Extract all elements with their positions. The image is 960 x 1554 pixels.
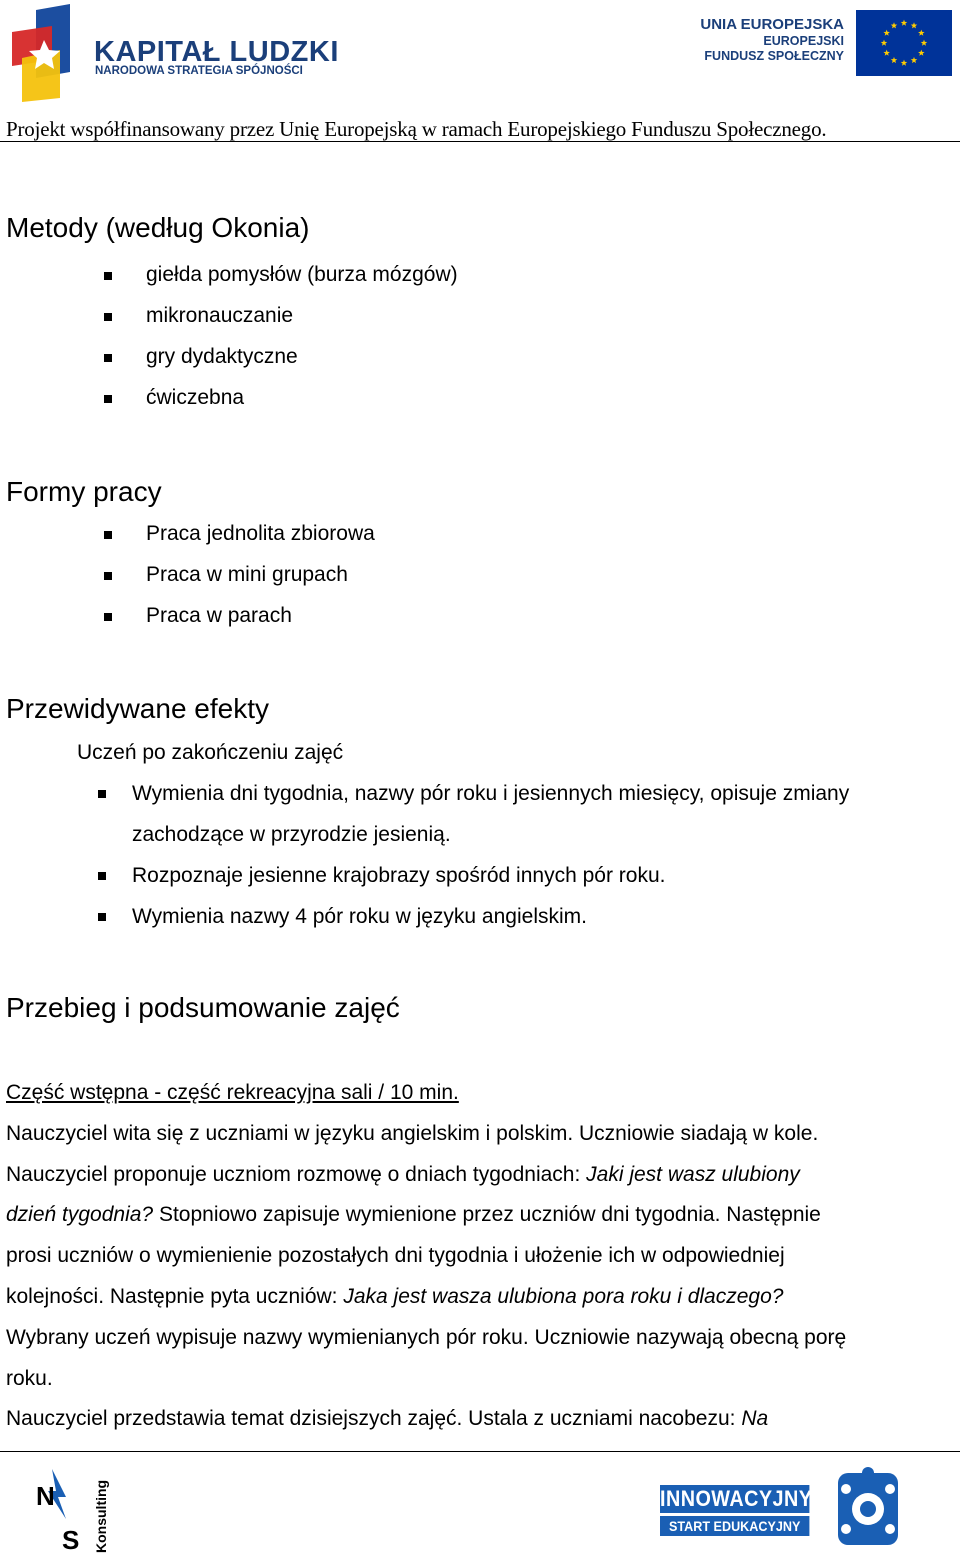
- list-item-text: mikronauczanie: [146, 304, 294, 327]
- start-edukacyjny-line: START EDUKACYJNY: [660, 1516, 809, 1536]
- course-line: [6, 1399, 952, 1440]
- kapital-ludzki-logo: [8, 2, 339, 102]
- list-item-text: gry dydaktyczne: [146, 345, 298, 368]
- effects-list: [0, 782, 850, 946]
- forms-heading: Formy pracy: [6, 476, 162, 507]
- ns-konsulting-logo: [30, 1467, 114, 1554]
- course-line: [6, 1155, 952, 1196]
- course-text: Nauczyciel proponuje uczniom rozmowę o dniach tygodniach:: [6, 1162, 587, 1186]
- course-line: roku.: [6, 1366, 53, 1390]
- course-line: prosi uczniów o wymienienie pozostałych dni tygodnia i ułożenie ich w odpowiedniej: [6, 1244, 785, 1268]
- ns-letter-n: N: [36, 1481, 55, 1511]
- bullet-icon: [104, 613, 112, 621]
- bullet-icon: [104, 272, 112, 280]
- bullet-icon: [104, 531, 112, 539]
- effects-intro: Uczeń po zakończeniu zajęć: [77, 741, 344, 764]
- list-item: [146, 604, 375, 645]
- bullet-icon: [98, 790, 106, 798]
- eu-flag-icon: [856, 10, 952, 76]
- methods-heading: Metody (według Okonia): [6, 212, 310, 243]
- list-item: [132, 864, 849, 905]
- list-item-text: ćwiczebna: [146, 386, 245, 409]
- ns-letter-s: S: [62, 1525, 80, 1554]
- course-text: Nauczyciel przedstawia temat dzisiejszych zajęć. Ustala z uczniami nacobezu:: [6, 1407, 742, 1431]
- course-heading: Przebieg i podsumowanie zajęć: [6, 992, 400, 1023]
- course-question: Jaki jest wasz ulubiony: [586, 1162, 800, 1186]
- course-body: [6, 1073, 952, 1440]
- innowacyjny-line: INNOWACYJNY: [660, 1486, 813, 1511]
- bullet-icon: [104, 395, 112, 403]
- list-item: [146, 386, 458, 427]
- forms-list: [0, 522, 375, 645]
- course-question: Na: [741, 1407, 769, 1431]
- innowacyjny-gear-icon: [832, 1467, 904, 1551]
- course-line: Wybrany uczeń wypisuje nazwy wymienianych pór roku. Uczniowie nazywają obecną porę: [6, 1325, 847, 1349]
- innowacyjny-logo-text: [660, 1485, 826, 1539]
- list-item-text: Wymienia nazwy 4 pór roku w języku angielskim.: [132, 905, 587, 928]
- list-item-text: giełda pomysłów (burza mózgów): [146, 263, 458, 286]
- bullet-icon: [104, 354, 112, 362]
- list-item-continuation: [132, 823, 849, 864]
- project-cofinancing-line: Projekt współfinansowany przez Unię Europejską w ramach Europejskiego Funduszu Społecznego.: [6, 117, 827, 141]
- list-item: [132, 905, 849, 946]
- kapital-ludzki-subtitle: NARODOWA STRATEGIA SPÓJNOŚCI: [95, 65, 303, 77]
- bullet-icon: [104, 572, 112, 580]
- list-item-text: Praca jednolita zbiorowa: [146, 522, 375, 545]
- ns-vertical-text: Konsulting: [93, 1479, 109, 1553]
- footer-divider: [0, 1451, 960, 1452]
- eu-logo-text: [700, 16, 844, 64]
- eu-line-1: UNIA EUROPEJSKA: [700, 16, 844, 33]
- list-item: [132, 782, 849, 823]
- course-line: [6, 1195, 952, 1236]
- list-item-text: Rozpoznaje jesienne krajobrazy spośród innych pór roku.: [132, 864, 666, 887]
- part-title: Część wstępna - część rekreacyjna sali / 10 min.: [6, 1081, 459, 1104]
- bullet-icon: [98, 872, 106, 880]
- course-question: Jaka jest wasza ulubiona pora roku i dlaczego?: [343, 1284, 784, 1308]
- bullet-icon: [104, 313, 112, 321]
- kapital-ludzki-title: KAPITAŁ LUDZKI: [94, 36, 339, 68]
- list-item: [146, 263, 458, 304]
- header-divider: [0, 141, 960, 142]
- course-line: [6, 1277, 952, 1318]
- list-item-text: Wymienia dni tygodnia, nazwy pór roku i jesiennych miesięcy, opisuje zmiany: [132, 782, 850, 805]
- page-header: [0, 0, 960, 145]
- list-item: [146, 522, 375, 563]
- course-line: Nauczyciel wita się z uczniami w języku angielskim i polskim. Uczniowie siadają w kole.: [6, 1121, 819, 1145]
- page-footer: [0, 1455, 960, 1554]
- course-text: kolejności. Następnie pyta uczniów:: [6, 1284, 344, 1308]
- list-item: [146, 345, 458, 386]
- eu-line-3: FUNDUSZ SPOŁECZNY: [704, 49, 844, 63]
- methods-list: [0, 263, 458, 427]
- list-item-text: Praca w parach: [146, 604, 292, 627]
- list-item-text: Praca w mini grupach: [146, 563, 348, 586]
- kapital-ludzki-mark-icon: [8, 2, 83, 102]
- effects-heading: Przewidywane efekty: [6, 693, 270, 724]
- eu-line-2: EUROPEJSKI: [763, 34, 844, 48]
- list-item: [146, 563, 375, 604]
- list-item: [146, 304, 458, 345]
- list-item-text: zachodzące w przyrodzie jesienią.: [132, 823, 451, 846]
- eu-logo: [700, 8, 952, 78]
- bullet-icon: [98, 913, 106, 921]
- course-text: Stopniowo zapisuje wymienione przez uczniów dni tygodnia. Następnie: [153, 1203, 821, 1227]
- course-question: dzień tygodnia?: [6, 1203, 154, 1227]
